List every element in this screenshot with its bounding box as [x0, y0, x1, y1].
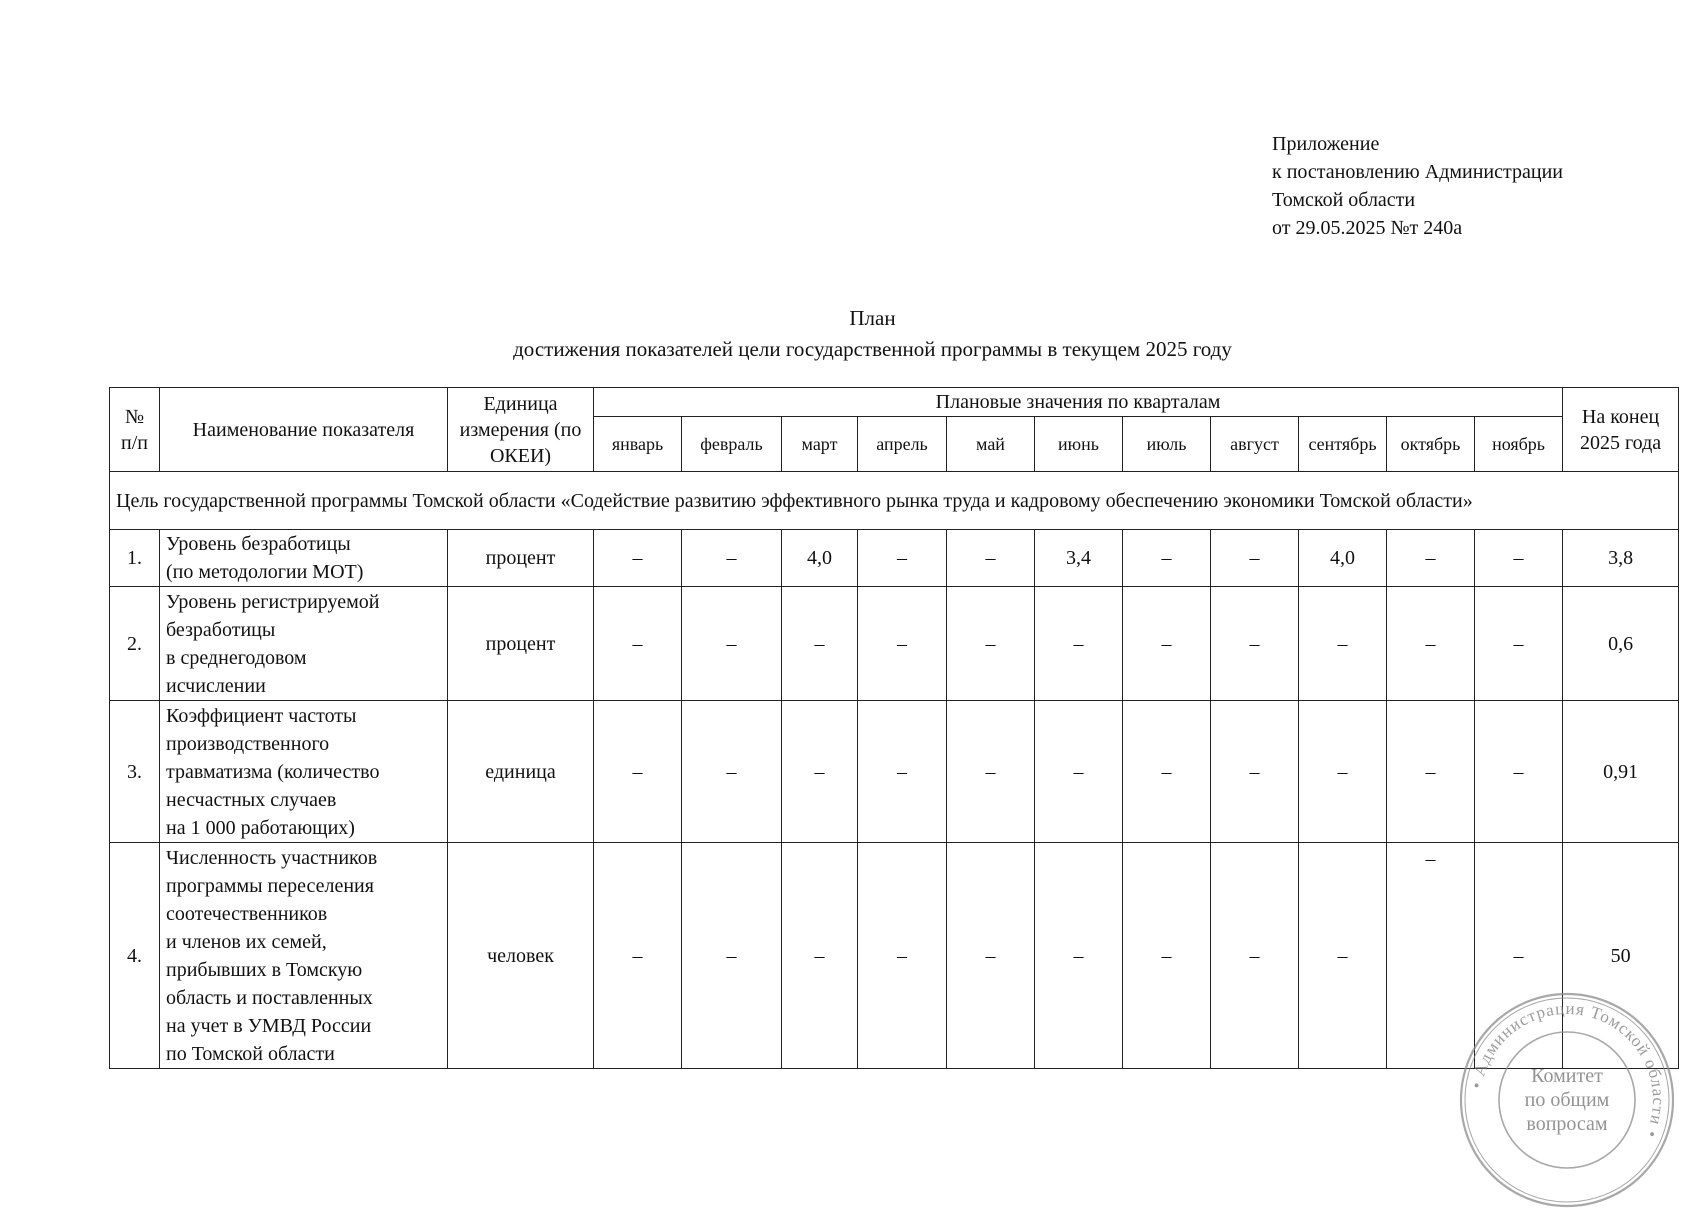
row-value: –	[858, 530, 947, 587]
row-end-value: 0,6	[1563, 587, 1679, 701]
row-value: 3,4	[1035, 530, 1123, 587]
header-planned: Плановые значения по кварталам	[594, 388, 1563, 417]
row-name-line: по Томской области	[166, 1042, 335, 1065]
appendix-line-1: Приложение	[1272, 133, 1380, 155]
row-name	[160, 843, 448, 1069]
row-name-line: несчастных случаев	[166, 788, 337, 811]
row-name-line: и членов их семей,	[166, 930, 327, 953]
row-name-line: область и поставленных	[166, 986, 373, 1009]
row-value: –	[1211, 587, 1299, 701]
seal-center-line: Комитет	[1531, 1065, 1603, 1087]
row-num: 4.	[110, 843, 160, 1069]
table-row	[110, 843, 1679, 1069]
month-header: январь	[594, 417, 682, 472]
appendix-line-3: Томской области	[1272, 189, 1416, 211]
row-end-value: 50	[1563, 843, 1679, 1069]
row-num: 2.	[110, 587, 160, 701]
row-value: –	[1211, 530, 1299, 587]
row-value: –	[858, 701, 947, 843]
row-value: –	[947, 530, 1035, 587]
title-line-2: достижения показателей цели государственной программы в текущем 2025 году	[513, 337, 1232, 361]
month-header: май	[947, 417, 1035, 472]
row-value: –	[1299, 843, 1387, 1069]
header-end: На конец 2025 года	[1563, 388, 1679, 472]
header-unit: Единица измерения (по ОКЕИ)	[448, 388, 594, 472]
month-header: ноябрь	[1475, 417, 1563, 472]
official-seal-stamp	[1457, 990, 1677, 1210]
row-value: –	[947, 701, 1035, 843]
row-value: –	[947, 587, 1035, 701]
row-name-line: исчислении	[166, 674, 266, 697]
row-value: –	[594, 843, 682, 1069]
seal-center-line: по общим	[1524, 1089, 1610, 1111]
row-num: 3.	[110, 701, 160, 843]
row-value: –	[1123, 587, 1211, 701]
month-header: сентябрь	[1299, 417, 1387, 472]
row-value: –	[1211, 701, 1299, 843]
month-header: июль	[1123, 417, 1211, 472]
month-header: октябрь	[1387, 417, 1475, 472]
row-value: –	[682, 587, 782, 701]
row-value: –	[1475, 843, 1563, 1069]
row-value: –	[1475, 587, 1563, 701]
row-name-line: (по методологии МОТ)	[166, 561, 364, 583]
row-value: –	[1123, 530, 1211, 587]
appendix-line-2: к постановлению Администрации	[1272, 161, 1563, 183]
row-name-line: Уровень безработицы	[166, 533, 351, 555]
document-title	[0, 303, 1698, 365]
row-num: 1.	[110, 530, 160, 587]
plan-table	[109, 387, 1679, 1069]
month-header: апрель	[858, 417, 947, 472]
row-value: 4,0	[1299, 530, 1387, 587]
row-name-line: травматизма (количество	[166, 760, 380, 783]
row-end-value: 0,91	[1563, 701, 1679, 843]
row-value: –	[858, 843, 947, 1069]
row-value: –	[594, 587, 682, 701]
row-value: –	[1035, 587, 1123, 701]
row-name-line: на учет в УМВД России	[166, 1014, 372, 1037]
goal-row: Цель государственной программы Томской области «Содействие развитию эффективного рынка труда и кадровому обеспечению экономики Томской области»	[110, 472, 1679, 530]
appendix-block	[1272, 130, 1563, 242]
row-value: –	[1211, 843, 1299, 1069]
header-name: Наименование показателя	[160, 388, 448, 472]
row-value: –	[1387, 530, 1475, 587]
row-name-line: производственного	[166, 732, 330, 755]
row-unit: процент	[448, 587, 594, 701]
table-row	[110, 530, 1679, 587]
header-num: № п/п	[110, 388, 160, 472]
row-name-line: безработицы	[166, 618, 276, 641]
row-value: –	[594, 701, 682, 843]
row-value: –	[947, 843, 1035, 1069]
month-header: август	[1211, 417, 1299, 472]
row-name-line: соотечественников	[166, 902, 328, 925]
row-name	[160, 701, 448, 843]
row-value: –	[682, 843, 782, 1069]
row-value: –	[682, 530, 782, 587]
row-value: –	[1035, 701, 1123, 843]
row-value: –	[1123, 843, 1211, 1069]
row-value: –	[782, 843, 858, 1069]
row-name-line: Численность участников	[166, 846, 378, 869]
row-unit: человек	[448, 843, 594, 1069]
row-name	[160, 587, 448, 701]
table-row	[110, 701, 1679, 843]
row-value: –	[1387, 701, 1475, 843]
row-value: –	[594, 530, 682, 587]
row-name-line: Коэффициент частоты	[166, 704, 357, 727]
row-end-value: 3,8	[1563, 530, 1679, 587]
title-line-1: План	[849, 306, 896, 330]
month-header: июнь	[1035, 417, 1123, 472]
row-unit: процент	[448, 530, 594, 587]
row-name-line: Уровень регистрируемой	[166, 590, 380, 613]
row-value: –	[1035, 843, 1123, 1069]
seal-ring-text: • Администрация Томской области •	[1466, 998, 1669, 1142]
row-value: 4,0	[782, 530, 858, 587]
row-unit: единица	[448, 701, 594, 843]
row-value: –	[782, 701, 858, 843]
row-value: –	[1387, 587, 1475, 701]
row-value: –	[1299, 587, 1387, 701]
month-header: февраль	[682, 417, 782, 472]
row-name-line: прибывших в Томскую	[166, 958, 363, 981]
seal-center-line: вопросам	[1526, 1113, 1608, 1135]
row-value: –	[1123, 701, 1211, 843]
month-header: март	[782, 417, 858, 472]
row-value: –	[1475, 701, 1563, 843]
row-name-line: программы переселения	[166, 874, 374, 897]
row-name	[160, 530, 448, 587]
row-value: –	[1299, 701, 1387, 843]
table-row	[110, 587, 1679, 701]
row-value: –	[858, 587, 947, 701]
row-name-line: в среднегодовом	[166, 646, 307, 669]
row-value-text: –	[1425, 848, 1436, 870]
row-value: –	[782, 587, 858, 701]
row-name-line: на 1 000 работающих)	[166, 816, 355, 839]
row-value: –	[1475, 530, 1563, 587]
row-value: –	[682, 701, 782, 843]
appendix-line-4: от 29.05.2025 №т 240а	[1272, 217, 1463, 239]
